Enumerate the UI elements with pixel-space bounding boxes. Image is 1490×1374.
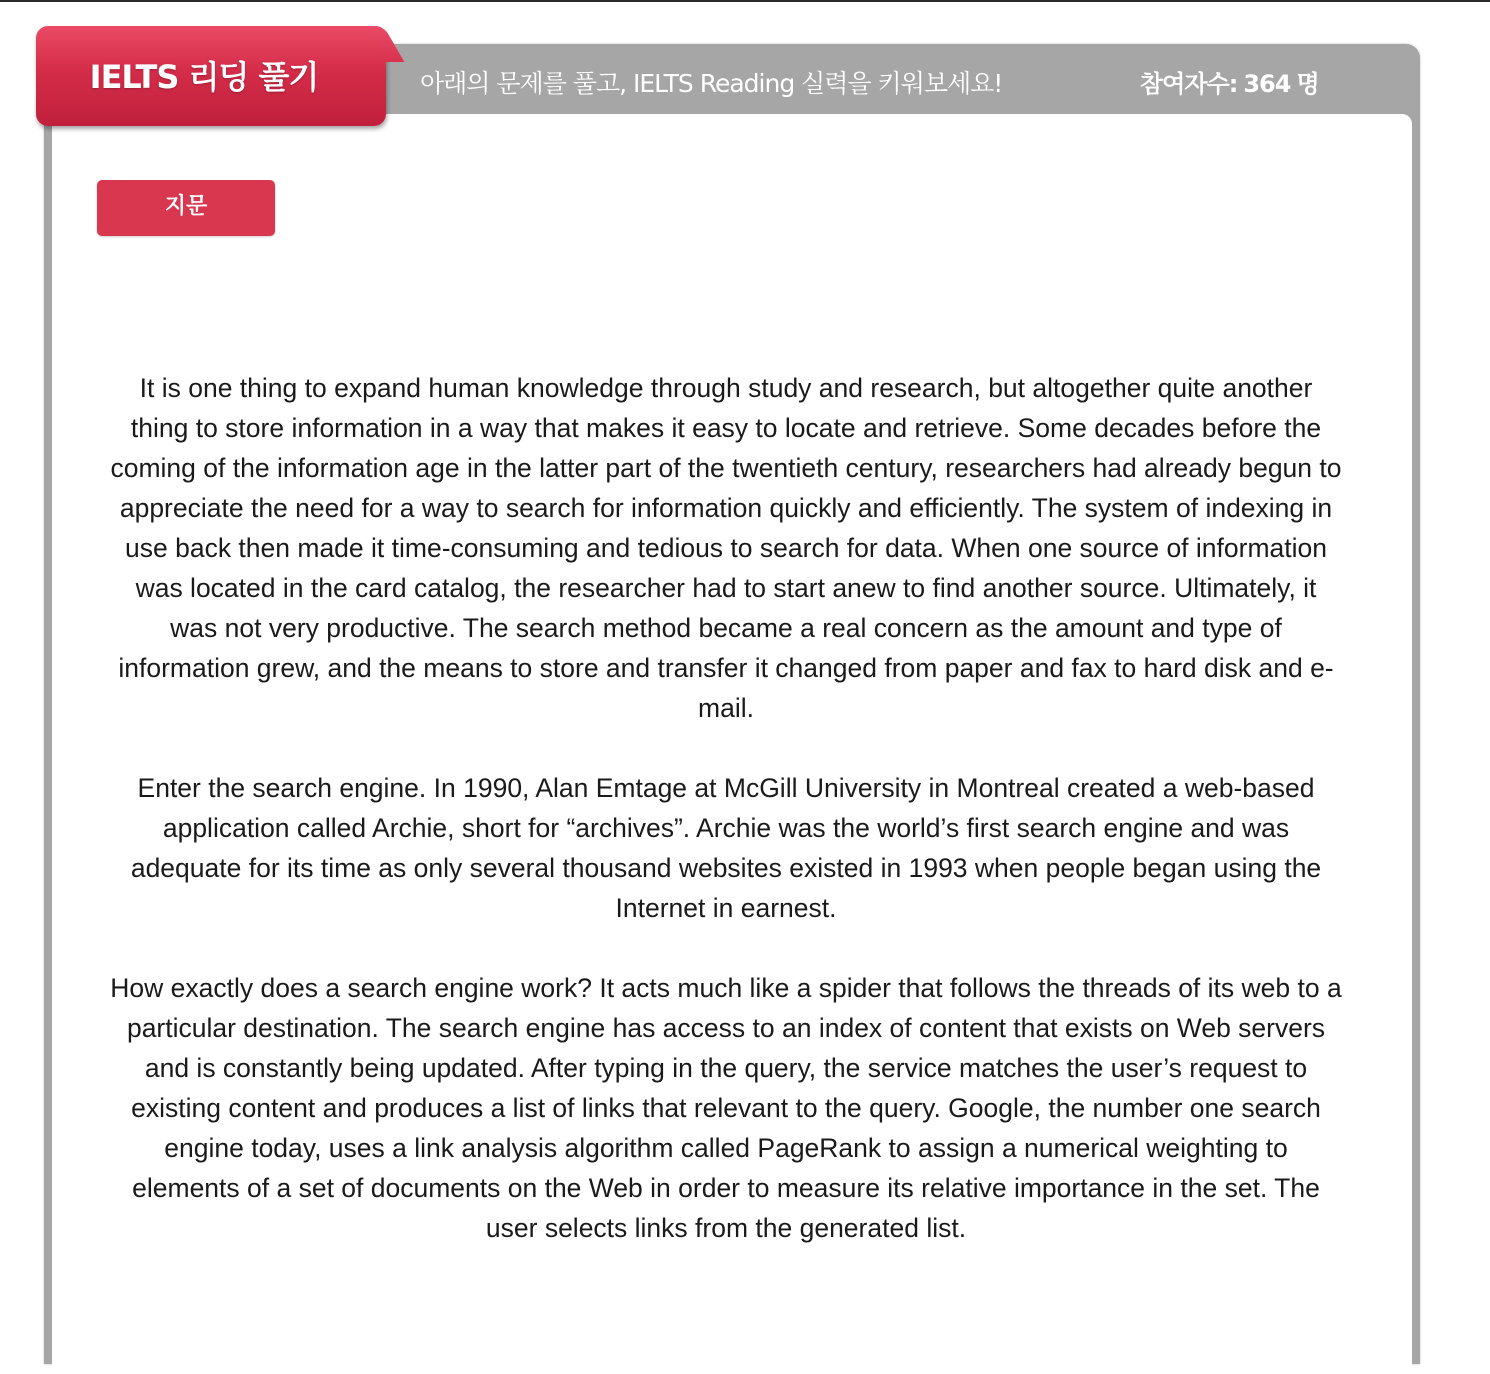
passage-text <box>110 368 1342 1288</box>
header-message: 아래의 문제를 풀고, IELTS Reading 실력을 키워보세요! <box>420 69 1003 98</box>
passage-paragraph: Enter the search engine. In 1990, Alan Emtage at McGill University in Montreal created a web-based application called Archie, short for “archives”. Archie was the world’s first search engine and was adequate for its time as only several thousand websites existed in 1993 when people began using the Internet in earnest. <box>130 773 1322 923</box>
participants-unit: 명 <box>1296 70 1319 98</box>
title-banner <box>36 26 386 126</box>
tab-passage[interactable]: 지문 <box>97 180 275 236</box>
passage-paragraph: It is one thing to expand human knowledge through study and research, but altogether quite another thing to store information in a way that makes it easy to locate and retrieve. Some decades before the coming of the information age in the latter part of the twentieth century, researchers had already begun to appreciate the need for a way to search for information quickly and efficiently. The system of indexing in use back then made it time-consuming and tedious to search for data. When one source of information was located in the card catalog, the researcher had to start anew to find another source. Ultimately, it was not very productive. The search method became a real concern as the amount and type of information grew, and the means to store and transfer it changed from paper and fax to hard disk and e-mail. <box>110 373 1342 723</box>
participant-counter <box>1140 64 1319 99</box>
top-rule <box>0 0 1490 2</box>
passage-paragraph: How exactly does a search engine work? It acts much like a spider that follows the threads of its web to a particular destination. The search engine has access to an index of content that exists on Web servers and is constantly being updated. After typing in the query, the service matches the user’s request to existing content and produces a list of links that relevant to the query. Google, the number one search engine today, uses a link analysis algorithm called PageRank to assign a numerical weighting to elements of a set of documents on the Web in order to measure its relative importance in the set. The user selects links from the generated list. <box>110 973 1342 1243</box>
participants-count: 364 <box>1243 70 1291 98</box>
participants-label: 참여자수: <box>1140 70 1238 98</box>
page-title: IELTS 리딩 풀기 <box>89 58 319 96</box>
